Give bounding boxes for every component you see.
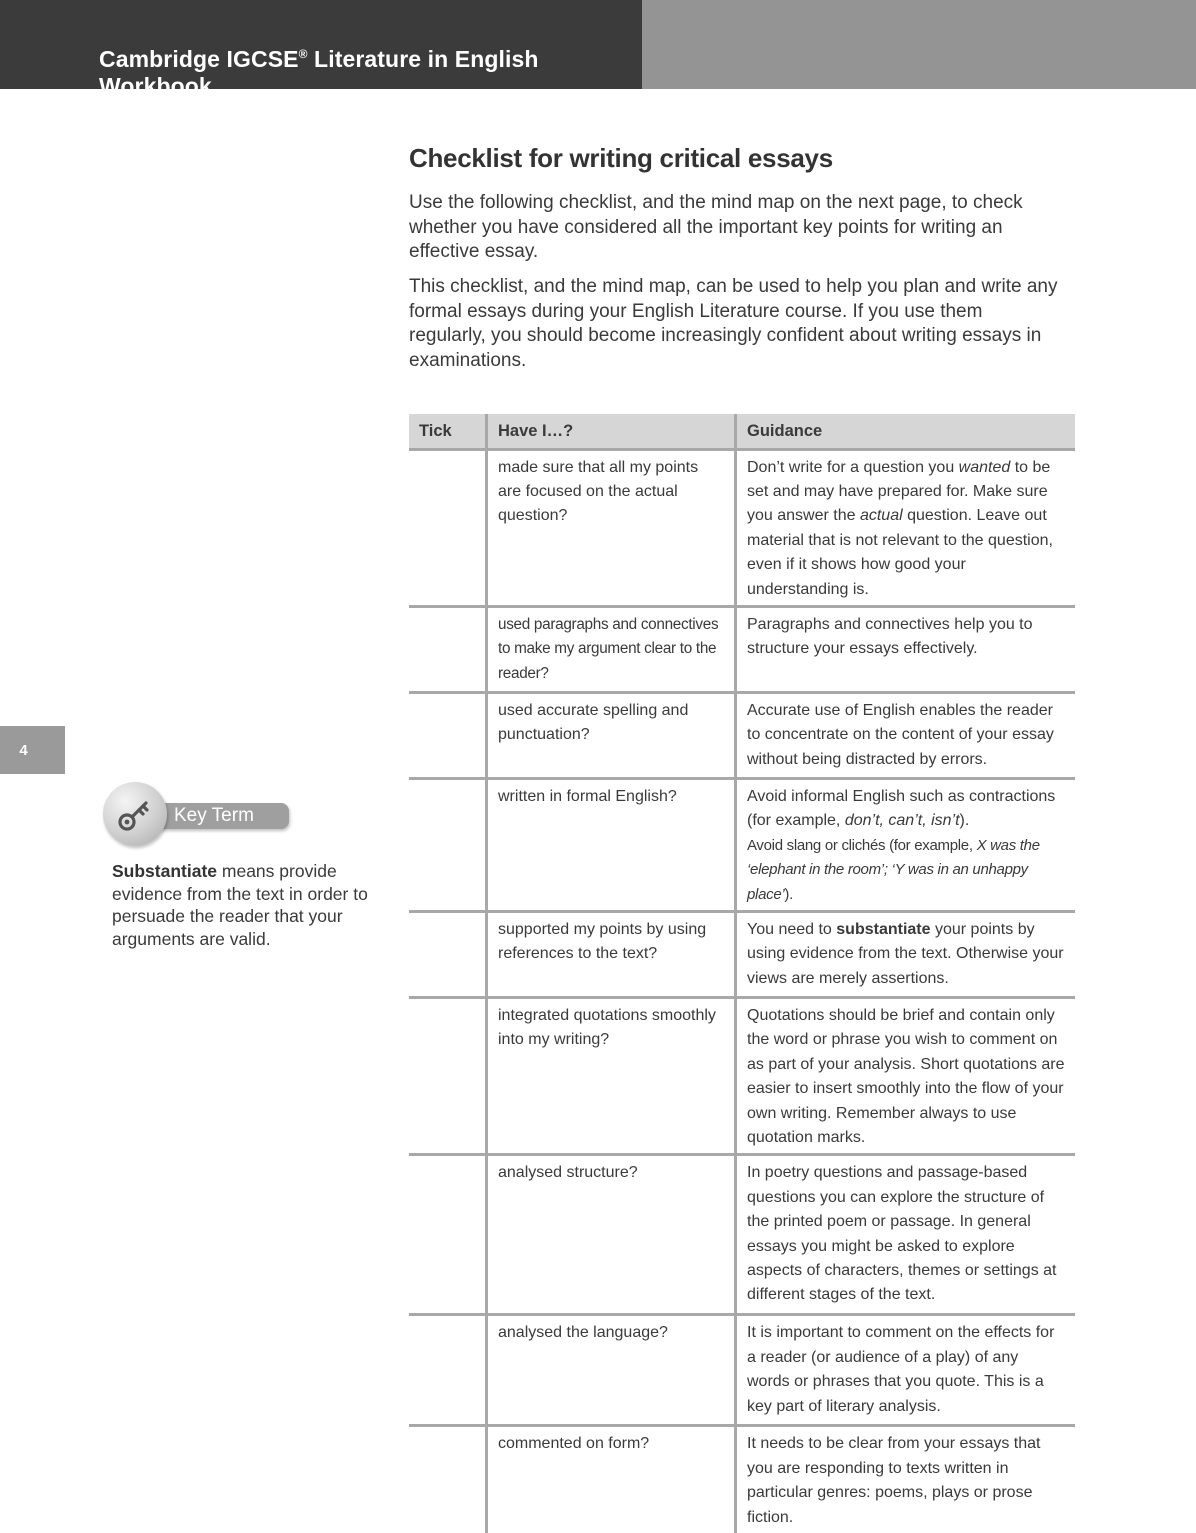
table-row <box>409 1155 1075 1315</box>
guidance-text: don’t, can’t, isn’t <box>844 812 960 830</box>
guidance-text: Accurate use of English enables the reader to concentrate on the content of your essay without being distracted by errors. <box>747 701 1054 768</box>
guidance-text: You need to <box>747 920 837 938</box>
table-row <box>409 692 1075 778</box>
guidance-text: X was the ‘elephant in the room’; ‘Y was in an unhappy place’ <box>747 836 1040 903</box>
have-i-cell: supported my points by using references to the text? <box>487 911 736 997</box>
guidance-cell <box>736 1426 1076 1533</box>
have-i-cell: written in formal English? <box>487 778 736 911</box>
have-i-cell: used accurate spelling and punctuation? <box>487 692 736 778</box>
table-row <box>409 1315 1075 1426</box>
guidance-text: Don’t write for a question you <box>747 458 959 476</box>
guidance-cell <box>736 1315 1076 1426</box>
tick-cell[interactable] <box>409 911 487 997</box>
header-bar <box>0 0 642 99</box>
header-accent <box>642 0 1196 89</box>
column-header-have: Have I…? <box>487 414 736 449</box>
tick-cell[interactable] <box>409 1315 487 1426</box>
checklist-table <box>409 414 1075 1533</box>
guidance-text: Quotations should be brief and contain only the word or phrase you wish to comment on as part of your analysis. Short quotations are easier to insert smoothly into the flow of your own writing. Remember always to use quotation marks. <box>747 1006 1065 1146</box>
key-term-definition: Substantiate means provide evidence from the text in order to persuade the reader that your arguments are valid. <box>112 861 368 949</box>
column-header-tick: Tick <box>409 414 487 449</box>
guidance-text: In poetry questions and passage-based questions you can explore the structure of the printed poem or passage. In general essays you might be asked to explore aspects of characters, themes or settings at different stages of the text. <box>747 1164 1057 1304</box>
guidance-text: wanted <box>958 458 1011 476</box>
table-row <box>409 997 1075 1154</box>
guidance-cell <box>736 778 1076 911</box>
guidance-cell <box>736 1155 1076 1315</box>
guidance-text: your points by using evidence from the text. Otherwise your views are merely assertions. <box>747 920 1064 987</box>
guidance-cell <box>736 449 1076 606</box>
guidance-cell <box>736 692 1076 778</box>
guidance-text: question. Leave out material that is not relevant to the question, even if it shows how good your understanding is. <box>747 507 1053 598</box>
table-row <box>409 1426 1075 1533</box>
guidance-text: Paragraphs and connectives help you to structure your essays effectively. <box>747 615 1033 658</box>
have-i-cell: integrated quotations smoothly into my writing? <box>487 997 736 1154</box>
page-title: Checklist for writing critical essays <box>409 143 833 173</box>
table-header-row <box>409 414 1075 449</box>
tick-cell[interactable] <box>409 997 487 1154</box>
guidance-text: Avoid slang or clichés (for example, <box>747 836 977 854</box>
tick-cell[interactable] <box>409 606 487 692</box>
column-header-guidance: Guidance <box>736 414 1076 449</box>
guidance-cell <box>736 997 1076 1154</box>
guidance-text: actual <box>859 507 903 525</box>
key-term-word: Substantiate <box>112 861 218 881</box>
tick-cell[interactable] <box>409 1426 487 1533</box>
registered-mark: ® <box>298 47 308 61</box>
intro-paragraph: Use the following checklist, and the mind map on the next page, to check whether you have considered all the important key points for writing an effective essay. <box>409 192 1023 262</box>
book-title: Cambridge IGCSE® Literature in English Workbook <box>99 46 539 99</box>
table-row <box>409 449 1075 606</box>
table-row <box>409 606 1075 692</box>
guidance-text: to be set and may have prepared for. Make sure you answer the <box>747 458 1051 525</box>
tick-cell[interactable] <box>409 449 487 606</box>
table-row <box>409 778 1075 911</box>
have-i-cell: commented on form? <box>487 1426 736 1533</box>
guidance-cell <box>736 606 1076 692</box>
guidance-text: ). <box>959 812 970 830</box>
page-number: 4 <box>0 726 65 774</box>
table-row <box>409 911 1075 997</box>
tick-cell[interactable] <box>409 692 487 778</box>
have-i-cell: used paragraphs and connectives to make my argument clear to the reader? <box>487 606 736 692</box>
guidance-text: ). <box>784 885 793 903</box>
key-icon <box>103 782 167 846</box>
tick-cell[interactable] <box>409 1155 487 1315</box>
key-term-label: Key Term <box>149 803 289 829</box>
have-i-cell: analysed structure? <box>487 1155 736 1315</box>
guidance-text: It needs to be clear from your essays that you are responding to texts written in particular genres: poems, plays or prose fiction. <box>747 1435 1041 1526</box>
have-i-cell: made sure that all my points are focused on the actual question? <box>487 449 736 606</box>
guidance-text: substantiate <box>836 920 931 938</box>
tick-cell[interactable] <box>409 778 487 911</box>
guidance-cell <box>736 911 1076 997</box>
guidance-text: It is important to comment on the effects for a reader (or audience of a play) of any words or phrases that you quote. This is a key part of literary analysis. <box>747 1324 1055 1415</box>
intro-paragraph: This checklist, and the mind map, can be used to help you plan and write any formal essays during your English Literature course. If you use them regularly, you should become increasingly confident about writing essays in examinations. <box>409 276 1058 371</box>
guidance-text: Avoid informal English such as contractions (for example, <box>747 787 1056 830</box>
have-i-cell: analysed the language? <box>487 1315 736 1426</box>
